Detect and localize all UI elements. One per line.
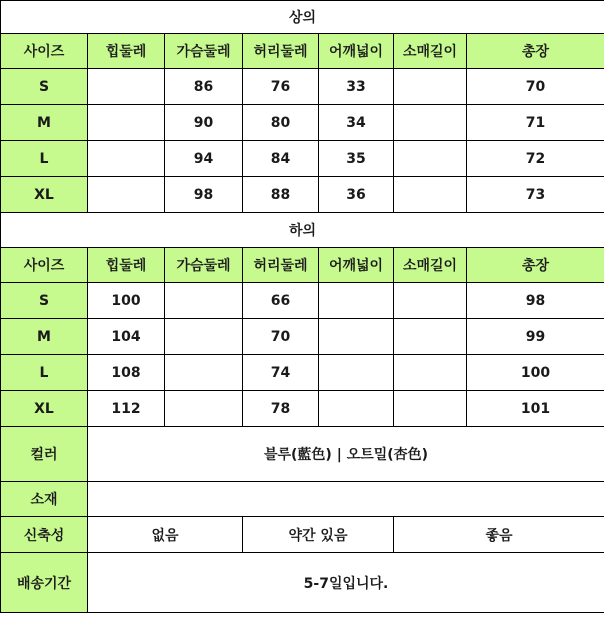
col-header-length: 총장 [467,248,604,283]
size-label: L [1,355,88,391]
color-value: 블루(藍色) | 오트밀(杏色) [88,427,604,482]
shoulder-cell: 35 [319,141,394,177]
shoulder-cell: 34 [319,105,394,141]
hip-cell: 112 [88,391,165,427]
shoulder-cell [319,319,394,355]
length-cell: 71 [467,105,604,141]
hip-cell: 104 [88,319,165,355]
shoulder-cell [319,391,394,427]
table-row [1,141,604,177]
waist-cell: 80 [243,105,319,141]
sleeve-cell [394,391,467,427]
length-cell: 101 [467,391,604,427]
shipping-row [1,553,604,613]
color-label: 컬러 [1,427,88,482]
stretch-option-slight: 약간 있음 [243,517,394,553]
size-label: L [1,141,88,177]
waist-cell: 84 [243,141,319,177]
chest-cell: 98 [165,177,243,213]
size-label: S [1,69,88,105]
length-cell: 100 [467,355,604,391]
shoulder-cell [319,355,394,391]
chest-cell: 86 [165,69,243,105]
chest-cell: 90 [165,105,243,141]
stretch-option-good: 좋음 [394,517,604,553]
hip-cell [88,177,165,213]
chest-cell: 94 [165,141,243,177]
stretch-label: 신축성 [1,517,88,553]
table-row [1,69,604,105]
col-header-sleeve: 소매길이 [394,248,467,283]
waist-cell: 78 [243,391,319,427]
size-label: XL [1,391,88,427]
size-label: M [1,105,88,141]
col-header-chest: 가슴둘레 [165,248,243,283]
length-cell: 99 [467,319,604,355]
top-section-title: 상의 [1,1,604,34]
table-row [1,319,604,355]
sleeve-cell [394,177,467,213]
hip-cell: 100 [88,283,165,319]
sleeve-cell [394,319,467,355]
table-row [1,105,604,141]
col-header-waist: 허리둘레 [243,248,319,283]
material-value [88,482,604,517]
chest-cell [165,319,243,355]
chest-cell [165,283,243,319]
shoulder-cell: 36 [319,177,394,213]
bottom-header-row [1,248,604,283]
table-row [1,391,604,427]
length-cell: 70 [467,69,604,105]
color-row [1,427,604,482]
table-row [1,283,604,319]
hip-cell [88,69,165,105]
sleeve-cell [394,283,467,319]
waist-cell: 70 [243,319,319,355]
col-header-shoulder: 어깨넓이 [319,34,394,69]
waist-cell: 88 [243,177,319,213]
shipping-label: 배송기간 [1,553,88,613]
chest-cell [165,355,243,391]
length-cell: 72 [467,141,604,177]
top-header-row [1,34,604,69]
shipping-value: 5-7일입니다. [88,553,604,613]
stretch-option-none: 없음 [88,517,243,553]
col-header-chest: 가슴둘레 [165,34,243,69]
col-header-sleeve: 소매길이 [394,34,467,69]
shoulder-cell: 33 [319,69,394,105]
sleeve-cell [394,105,467,141]
col-header-size: 사이즈 [1,34,88,69]
hip-cell [88,105,165,141]
waist-cell: 66 [243,283,319,319]
sleeve-cell [394,69,467,105]
stretch-row [1,517,604,553]
col-header-waist: 허리둘레 [243,34,319,69]
waist-cell: 76 [243,69,319,105]
size-label: S [1,283,88,319]
material-row [1,482,604,517]
shoulder-cell [319,283,394,319]
length-cell: 73 [467,177,604,213]
col-header-shoulder: 어깨넓이 [319,248,394,283]
col-header-hip: 힙둘레 [88,248,165,283]
waist-cell: 74 [243,355,319,391]
hip-cell: 108 [88,355,165,391]
hip-cell [88,141,165,177]
chest-cell [165,391,243,427]
table-row [1,177,604,213]
table-row [1,355,604,391]
size-label: M [1,319,88,355]
sleeve-cell [394,355,467,391]
material-label: 소재 [1,482,88,517]
col-header-hip: 힙둘레 [88,34,165,69]
col-header-size: 사이즈 [1,248,88,283]
col-header-length: 총장 [467,34,604,69]
sleeve-cell [394,141,467,177]
bottom-section-title: 하의 [1,213,604,248]
size-label: XL [1,177,88,213]
length-cell: 98 [467,283,604,319]
